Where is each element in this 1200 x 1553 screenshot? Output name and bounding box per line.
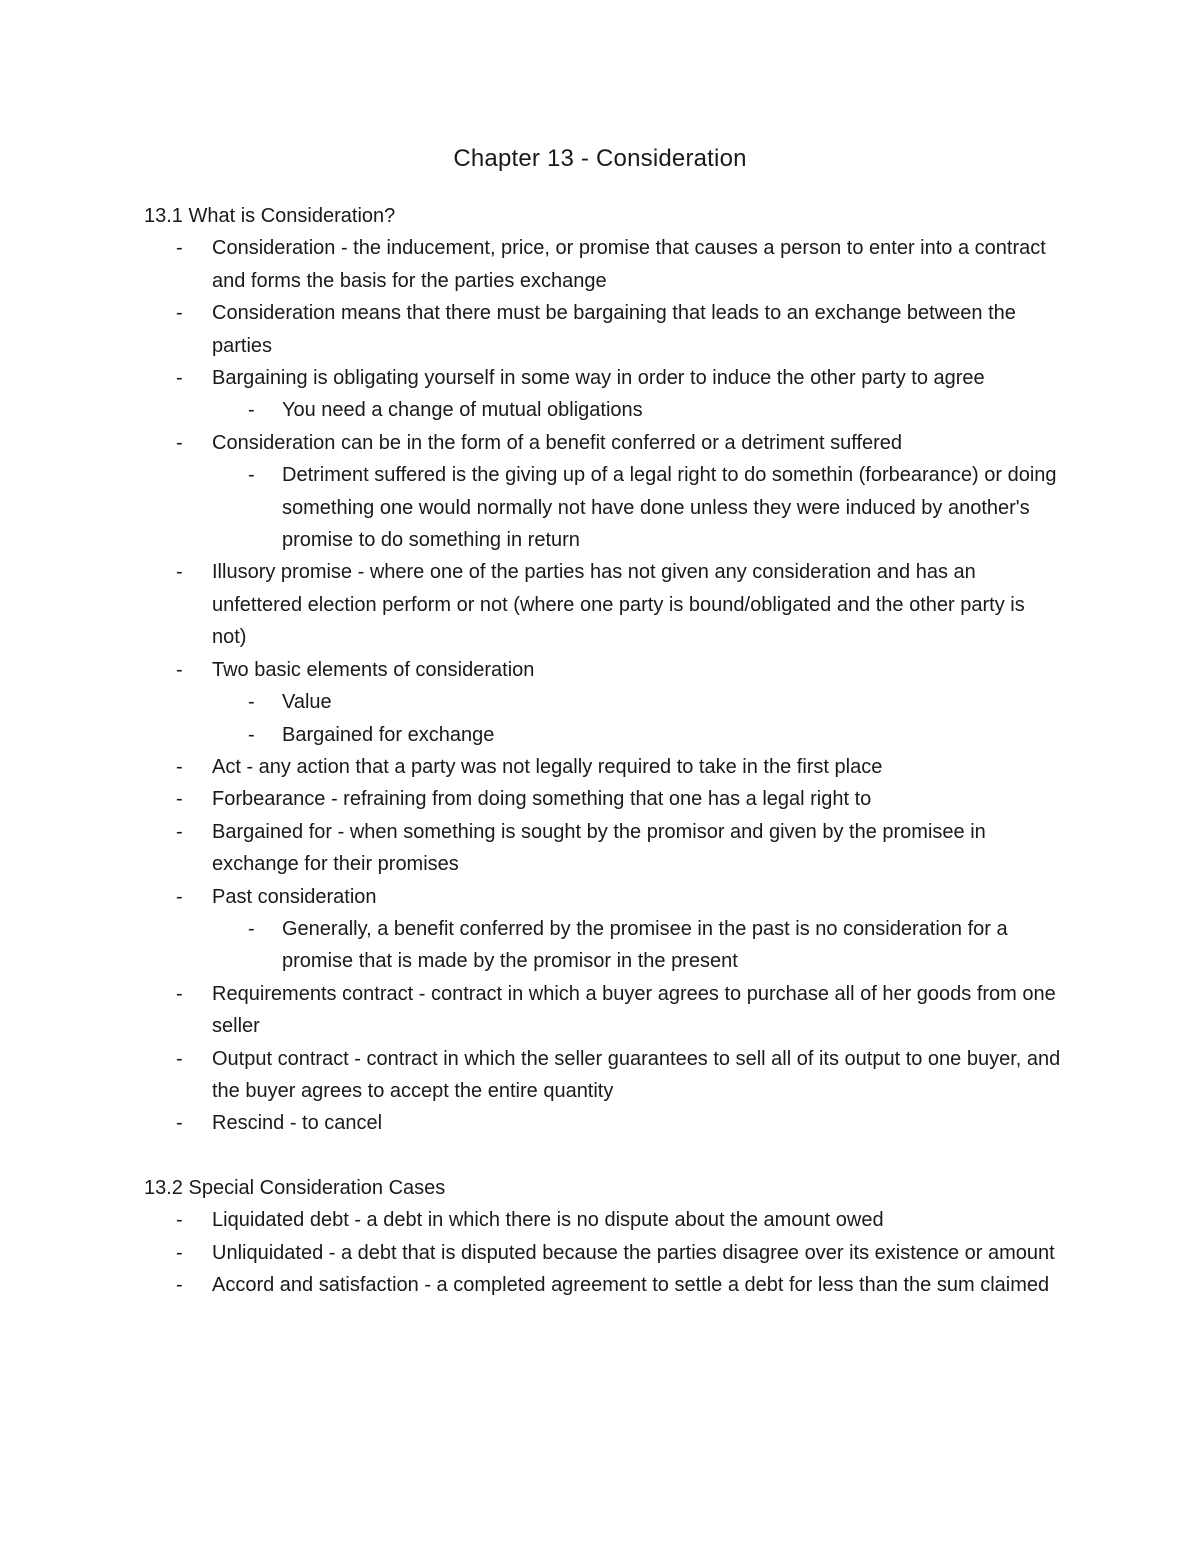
sub-list-item-text: You need a change of mutual obligations [282,399,643,422]
list-item [144,978,1064,1043]
section-heading: 13.2 Special Consideration Cases [144,1176,446,1199]
list-item-text: Consideration means that there must be bargaining that leads to an exchange between the parties [212,302,1016,357]
list-item [144,362,1064,427]
section-heading: 13.1 What is Consideration? [144,205,396,227]
bullet-list [144,1204,1064,1301]
bullet-dash: - [176,1112,183,1135]
bullet-list [144,232,1064,1139]
bullet-dash: - [176,367,183,390]
bullet-dash: - [176,658,183,681]
bullet-dash: - [176,561,183,584]
list-item-text: Consideration - the inducement, price, or promise that causes a person to enter into a contract and forms the basis for the parties exchange [212,237,1046,292]
list-item [144,297,1064,362]
list-item-text: Act - any action that a party was not legally required to take in the first place [212,755,883,778]
bullet-dash: - [176,1047,183,1070]
list-item-text: Illusory promise - where one of the parties has not given any consideration and has an unfettered election perform or not (where one party is bound/obligated and the other party is not) [212,561,1025,649]
bullet-dash: - [176,1209,183,1232]
list-item [144,783,1064,815]
sub-list-item-text: Detriment suffered is the giving up of a legal right to do somethin (forbearance) or doing something one would normally not have done unless they were induced by another's promise to do something in return [282,464,1057,552]
bullet-dash: - [176,820,183,843]
sub-list-item-text: Generally, a benefit conferred by the promisee in the past is no consideration for a promise that is made by the promisor in the present [282,917,1008,973]
sub-list-item [212,719,1064,751]
list-item [144,232,1064,297]
document-body [0,200,1200,1301]
list-item-text: Consideration can be in the form of a benefit conferred or a detriment suffered [212,431,903,454]
list-item [144,1107,1064,1139]
list-item-text: Unliquidated - a debt that is disputed because the parties disagree over its existence or amount [212,1241,1055,1264]
list-item-text: Rescind - to cancel [212,1112,383,1135]
list-item [144,427,1064,557]
bullet-dash: - [176,237,183,260]
sub-list-item-text: Bargained for exchange [282,723,495,746]
bullet-dash: - [176,788,183,811]
list-item-text: Requirements contract - contract in which a buyer agrees to purchase all of her goods from one seller [212,982,1056,1038]
list-item [144,751,1064,783]
sub-list-item [212,686,1064,718]
bullet-dash: - [176,885,183,908]
sub-list-item-text: Value [282,691,332,714]
list-item [144,1237,1064,1269]
bullet-dash: - [248,691,255,714]
document-title: Chapter 13 - Consideration [453,145,747,172]
list-item-text: Two basic elements of consideration [212,658,535,681]
list-item-text: Forbearance - refraining from doing something that one has a legal right to [212,788,872,811]
bullet-dash: - [176,982,183,1005]
list-item-text: Past consideration [212,885,377,908]
list-item [144,654,1064,751]
sub-list-item [212,913,1064,978]
list-item-text: Liquidated debt - a debt in which there is no dispute about the amount owed [212,1209,884,1232]
sub-bullet-list [212,394,1064,426]
list-item [144,556,1064,653]
sub-list-item [212,459,1064,556]
list-item [144,816,1064,881]
bullet-dash: - [176,755,183,778]
bullet-dash: - [248,399,255,422]
bullet-dash: - [176,431,183,454]
bullet-dash: - [176,1241,183,1264]
bullet-dash: - [248,723,255,746]
bullet-dash: - [176,302,183,325]
sub-bullet-list [212,913,1064,978]
list-item-text: Bargaining is obligating yourself in some way in order to induce the other party to agree [212,367,985,390]
section-2 [144,1172,1064,1302]
list-item-text: Accord and satisfaction - a completed agreement to settle a debt for less than the sum claimed [212,1274,1050,1296]
bullet-dash: - [176,1274,183,1296]
sub-bullet-list [212,459,1064,556]
list-item [144,1204,1064,1236]
bullet-dash: - [248,917,255,940]
sub-bullet-list [212,686,1064,751]
bullet-dash: - [248,464,255,487]
sub-list-item [212,394,1064,426]
list-item-text: Bargained for - when something is sought by the promisor and given by the promisee in exchange for their promises [212,820,986,876]
list-item [144,1269,1064,1301]
list-item [144,1043,1064,1108]
section-1 [144,200,1064,1140]
list-item-text: Output contract - contract in which the seller guarantees to sell all of its output to one buyer, and the buyer agrees to accept the entire quantity [212,1047,1061,1102]
list-item [144,881,1064,978]
